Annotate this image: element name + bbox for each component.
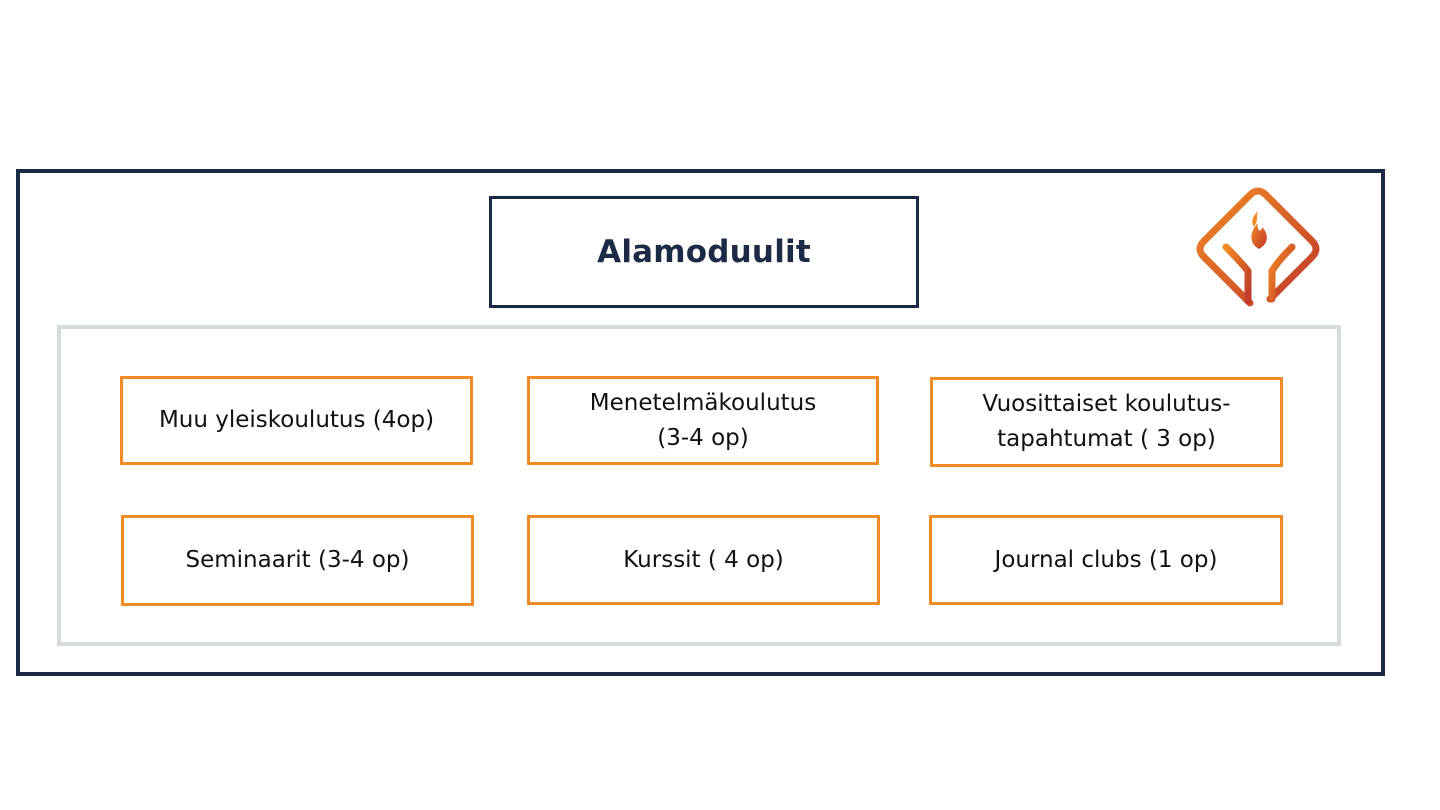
module-kurssit (527, 515, 880, 605)
flame-hands-logo-icon (1192, 187, 1328, 311)
module-journal-clubs (929, 515, 1283, 605)
module-vuosittaiset-koulutustapahtumat (930, 377, 1283, 467)
module-label: Kurssit ( 4 op) (623, 546, 784, 573)
module-label: Journal clubs (1 op) (994, 546, 1218, 573)
title-box (489, 196, 919, 308)
module-label: Menetelmäkoulutus (3-4 op) (589, 389, 817, 451)
diagram-title: Alamoduulit (597, 234, 811, 270)
module-muu-yleiskoulutus (120, 376, 473, 465)
module-label: Vuosittaiset koulutus- tapahtumat ( 3 op) (982, 391, 1231, 452)
module-label: Seminaarit (3-4 op) (185, 547, 410, 573)
module-label: Muu yleiskoulutus (4op) (158, 407, 435, 433)
module-menetelmakoulutus (527, 376, 879, 465)
module-seminaarit (121, 515, 474, 606)
